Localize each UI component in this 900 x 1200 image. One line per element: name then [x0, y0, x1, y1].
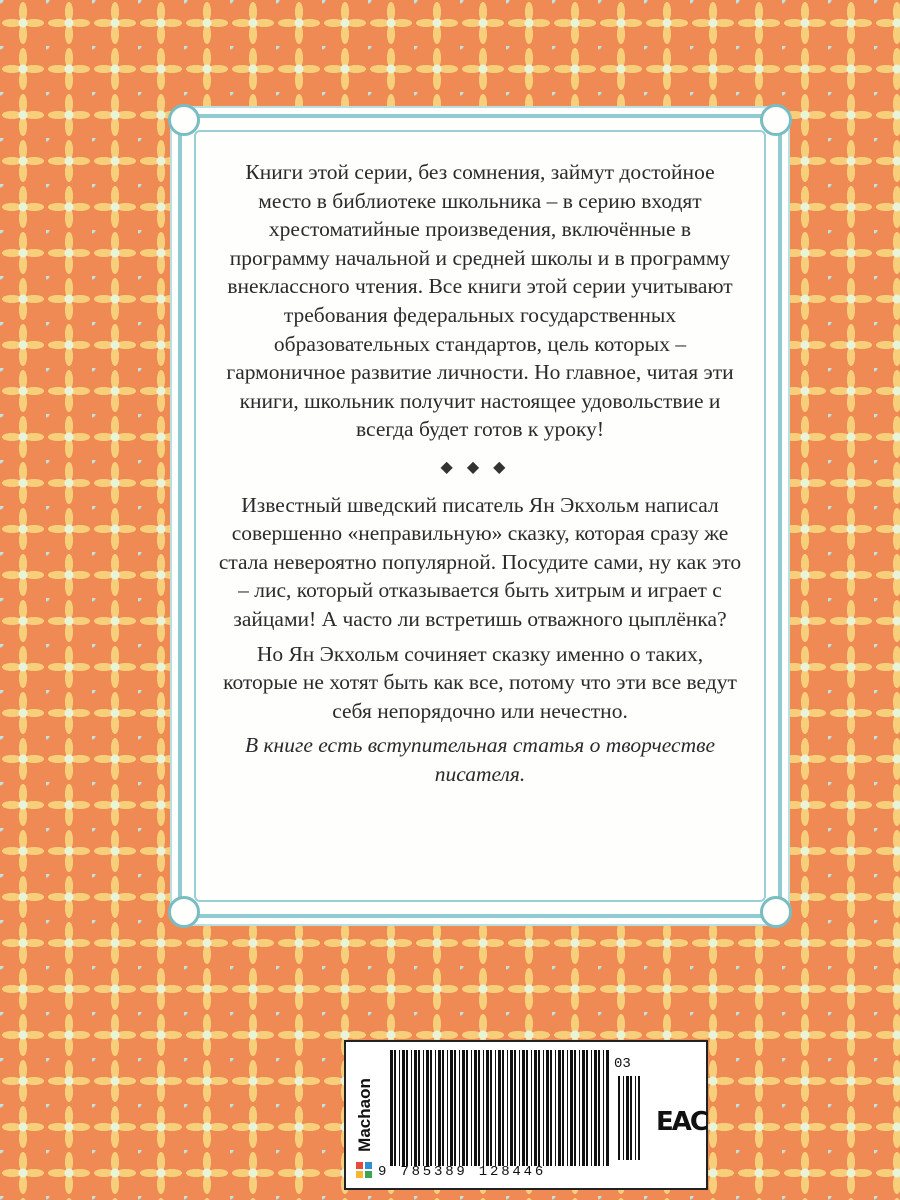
corner-ornament — [168, 104, 200, 136]
corner-ornament — [760, 896, 792, 928]
barcode-bar — [522, 1050, 525, 1166]
publisher-name: Machaon — [355, 1078, 374, 1152]
barcode-bar — [606, 1050, 609, 1166]
barcode-bar — [618, 1076, 620, 1160]
panel-content — [218, 158, 742, 788]
barcode-bar — [546, 1050, 549, 1166]
barcode-bar — [591, 1050, 592, 1166]
barcode-bar — [466, 1050, 468, 1166]
barcode-bar — [498, 1050, 501, 1166]
barcode-bar — [462, 1050, 465, 1166]
barcode-bar — [471, 1050, 472, 1166]
barcode-bar — [519, 1050, 520, 1166]
barcode-bar — [495, 1050, 496, 1166]
barcode-bar — [534, 1050, 537, 1166]
barcode-bar — [630, 1076, 632, 1160]
barcode-bar — [490, 1050, 492, 1166]
barcode-bar — [514, 1050, 516, 1166]
barcode-bar — [510, 1050, 513, 1166]
barcode-bar — [555, 1050, 556, 1166]
barcode-bar — [406, 1050, 408, 1166]
barcode-bar — [459, 1050, 460, 1166]
barcode-bar — [598, 1050, 600, 1166]
barcode-bar — [531, 1050, 532, 1166]
barcode-bar — [430, 1050, 432, 1166]
barcode-bar — [450, 1050, 453, 1166]
eac-certification-mark: EAC — [656, 1107, 707, 1137]
barcode-addon-number: 03 — [614, 1056, 631, 1072]
corner-ornament — [760, 104, 792, 136]
book-description: Известный шведский писатель Ян Экхольм написал совершенно «неправильную» сказку, которая сразу же стала невероятно популярной. Посудите сами, ну как это – лис, который отказывается быть хитрым и играет с зайцами! А часто ли встретишь отважного цыплёнка? — [218, 492, 742, 631]
barcode-bar — [399, 1050, 400, 1166]
barcode-panel — [344, 1040, 708, 1190]
barcode-bar — [558, 1050, 561, 1166]
text-panel — [178, 114, 782, 918]
barcode-bar — [483, 1050, 484, 1166]
barcode-bar — [486, 1050, 489, 1166]
barcode-bar — [502, 1050, 504, 1166]
barcode-bar — [423, 1050, 424, 1166]
barcode-bar — [411, 1050, 412, 1166]
barcode-bar — [594, 1050, 597, 1166]
barcode-bar — [474, 1050, 477, 1166]
barcode-bar — [538, 1050, 540, 1166]
book-description-continued: Но Ян Экхольм сочиняет сказку именно о таких, которые не хотят быть как все, потому что эти все ведут себя непорядочно или нечестно. — [223, 641, 737, 723]
barcode-bar — [507, 1050, 508, 1166]
barcode-bar — [543, 1050, 544, 1166]
series-description: Книги этой серии, без сомнения, займут достойное место в библиотеке школьника – в серию входят хрестоматийные произведения, включённые в программу начальной и средней школы и в программу внеклассного чтения. Все книги этой серии учитывают требования федеральных государственных образовательных стандартов, цель которых – гармоничное развитие личности. Но главное, читая эти книги, школьник получит настоящее удовольствие и всегда будет готов к уроку! — [226, 160, 734, 442]
barcode-bar — [478, 1050, 480, 1166]
publisher-emblem-icon — [356, 1162, 372, 1178]
barcode-bar — [603, 1050, 604, 1166]
barcode-bar — [586, 1050, 588, 1166]
barcode-bar — [394, 1050, 396, 1166]
separator-diamonds: ◆◆◆ — [440, 458, 520, 476]
barcode-bar — [574, 1050, 576, 1166]
barcode-bar — [635, 1076, 636, 1160]
intro-article-note: В книге есть вступительная статья о творчестве писателя. — [244, 733, 716, 786]
barcode-bar — [526, 1050, 528, 1166]
barcode-bar — [414, 1050, 417, 1166]
barcode-bar — [579, 1050, 580, 1166]
barcode-bar — [567, 1050, 568, 1166]
barcode-bar — [390, 1050, 393, 1166]
barcode-bar — [426, 1050, 429, 1166]
barcode-bar — [454, 1050, 456, 1166]
isbn-barcode — [390, 1050, 610, 1166]
barcode-bar — [438, 1050, 441, 1166]
barcode-bar — [638, 1076, 640, 1160]
barcode-bar — [570, 1050, 573, 1166]
barcode-bar — [435, 1050, 436, 1166]
barcode-bar — [418, 1050, 420, 1166]
barcode-bar — [442, 1050, 444, 1166]
barcode-bar — [447, 1050, 448, 1166]
addon-barcode — [618, 1076, 640, 1160]
corner-ornament — [168, 896, 200, 928]
barcode-bar — [626, 1076, 629, 1160]
barcode-bar — [562, 1050, 564, 1166]
barcode-bar — [550, 1050, 552, 1166]
barcode-bar — [582, 1050, 585, 1166]
barcode-bar — [402, 1050, 405, 1166]
isbn-number: 9 785389 128446 — [378, 1164, 547, 1180]
barcode-bar — [623, 1076, 624, 1160]
